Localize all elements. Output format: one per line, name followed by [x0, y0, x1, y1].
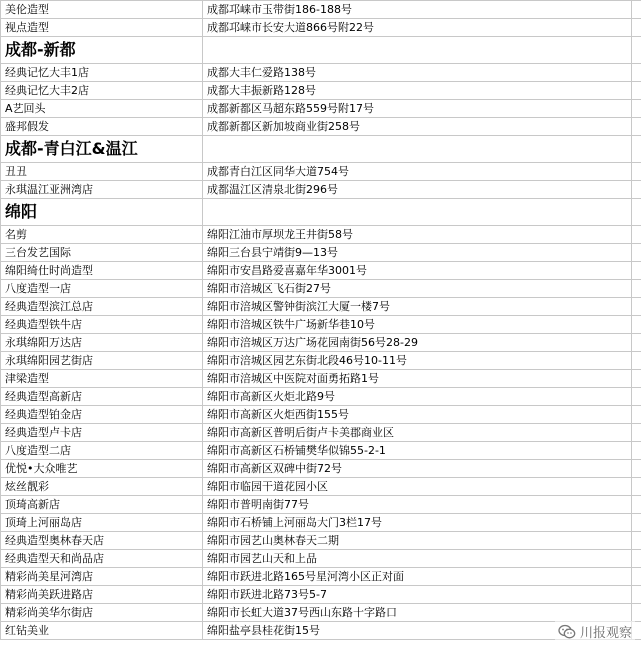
empty-cell: [632, 478, 641, 496]
table-row: [1, 532, 641, 550]
store-name-cell: 顶琦高新店: [1, 496, 203, 514]
store-address-cell: 绵阳市涪城区中医院对面勇拓路1号: [203, 370, 632, 388]
store-name-cell: 丑丑: [1, 163, 203, 181]
store-name-cell: A艺回头: [1, 100, 203, 118]
store-name-cell: 永琪温江亚洲湾店: [1, 181, 203, 199]
store-name-cell: 经典造型高新店: [1, 388, 203, 406]
table-row: [1, 622, 641, 640]
empty-cell: [632, 316, 641, 334]
empty-cell: [632, 226, 641, 244]
store-address-cell: 成都温江区清泉北街296号: [203, 181, 632, 199]
store-name-cell: 美伦造型: [1, 1, 203, 19]
store-name-cell: 经典记忆大丰2店: [1, 82, 203, 100]
empty-cell: [632, 388, 641, 406]
table-row: [1, 118, 641, 136]
store-name-cell: 优悦•大众唯艺: [1, 460, 203, 478]
store-address-cell: 绵阳市园艺山天和上品: [203, 550, 632, 568]
table-row: [1, 586, 641, 604]
store-address-cell: 成都大丰振新路128号: [203, 82, 632, 100]
store-name-cell: 精彩尚美华尔街店: [1, 604, 203, 622]
store-name-cell: 永琪绵阳园艺街店: [1, 352, 203, 370]
store-address-cell: 成都新都区新加坡商业街258号: [203, 118, 632, 136]
store-table-body: [1, 1, 641, 640]
store-address-cell: 成都新都区马超东路559号附17号: [203, 100, 632, 118]
table-row: [1, 181, 641, 199]
table-row: [1, 388, 641, 406]
table-row: [1, 280, 641, 298]
table-row: [1, 100, 641, 118]
store-name-cell: 八度造型一店: [1, 280, 203, 298]
table-row: [1, 514, 641, 532]
empty-cell: [632, 586, 641, 604]
region-heading: 成都-新都: [1, 37, 203, 64]
empty-cell: [632, 136, 641, 163]
store-name-cell: 经典造型天和尚品店: [1, 550, 203, 568]
store-name-cell: 名剪: [1, 226, 203, 244]
store-name-cell: 经典造型铁牛店: [1, 316, 203, 334]
empty-cell: [632, 244, 641, 262]
store-address-cell: 绵阳江油市厚坝龙王井街58号: [203, 226, 632, 244]
store-name-cell: 津梁造型: [1, 370, 203, 388]
empty-cell: [632, 37, 641, 64]
table-row: [1, 316, 641, 334]
table-row: [1, 19, 641, 37]
empty-cell: [632, 262, 641, 280]
empty-cell: [203, 136, 632, 163]
region-heading: 成都-青白江&温江: [1, 136, 203, 163]
empty-cell: [632, 352, 641, 370]
store-name-cell: 经典造型卢卡店: [1, 424, 203, 442]
store-address-cell: 绵阳三台县宁靖街9—13号: [203, 244, 632, 262]
store-address-cell: 绵阳市涪城区园艺东街北段46号10-11号: [203, 352, 632, 370]
table-row: [1, 352, 641, 370]
table-row: [1, 604, 641, 622]
store-name-cell: 视点造型: [1, 19, 203, 37]
empty-cell: [632, 199, 641, 226]
store-address-cell: 绵阳市普明南街77号: [203, 496, 632, 514]
table-row: [1, 226, 641, 244]
table-row: [1, 370, 641, 388]
store-address-cell: 成都邛崃市长安大道866号附22号: [203, 19, 632, 37]
empty-cell: [632, 82, 641, 100]
store-address-cell: 绵阳市高新区普明后街卢卡美郡商业区: [203, 424, 632, 442]
table-row: [1, 1, 641, 19]
store-address-cell: 成都大丰仁爱路138号: [203, 64, 632, 82]
store-address-cell: 绵阳市跃进北路73号5-7: [203, 586, 632, 604]
empty-cell: [632, 19, 641, 37]
empty-cell: [203, 199, 632, 226]
store-address-cell: 成都青白江区同华大道754号: [203, 163, 632, 181]
empty-cell: [632, 424, 641, 442]
empty-cell: [632, 181, 641, 199]
empty-cell: [632, 163, 641, 181]
store-name-cell: 盛邦假发: [1, 118, 203, 136]
store-name-cell: 八度造型二店: [1, 442, 203, 460]
store-address-cell: 绵阳市涪城区铁牛广场新华巷10号: [203, 316, 632, 334]
empty-cell: [632, 514, 641, 532]
region-heading-row: [1, 136, 641, 163]
empty-cell: [632, 64, 641, 82]
empty-cell: [632, 442, 641, 460]
empty-cell: [632, 568, 641, 586]
store-address-cell: 绵阳市高新区双碑中街72号: [203, 460, 632, 478]
store-address-cell: 绵阳市高新区火炬西街155号: [203, 406, 632, 424]
store-name-cell: 顶琦上河丽岛店: [1, 514, 203, 532]
empty-cell: [632, 496, 641, 514]
table-row: [1, 244, 641, 262]
store-address-cell: 绵阳市涪城区万达广场花园南街56号28-29: [203, 334, 632, 352]
table-row: [1, 550, 641, 568]
empty-cell: [632, 298, 641, 316]
empty-cell: [632, 604, 641, 622]
store-address-cell: 绵阳盐亭县桂花街15号: [203, 622, 632, 640]
region-heading: 绵阳: [1, 199, 203, 226]
empty-cell: [632, 406, 641, 424]
store-name-cell: 绵阳绮仕时尚造型: [1, 262, 203, 280]
table-row: [1, 568, 641, 586]
table-row: [1, 442, 641, 460]
table-row: [1, 82, 641, 100]
store-name-cell: 精彩尚美跃进路店: [1, 586, 203, 604]
table-row: [1, 163, 641, 181]
watermark: [555, 621, 635, 642]
store-name-cell: 炫丝靓彩: [1, 478, 203, 496]
empty-cell: [632, 1, 641, 19]
table-row: [1, 334, 641, 352]
table-row: [1, 262, 641, 280]
store-name-cell: 经典造型奥林春天店: [1, 532, 203, 550]
store-address-cell: 绵阳市石桥铺上河丽岛大门3栏17号: [203, 514, 632, 532]
region-heading-row: [1, 37, 641, 64]
empty-cell: [632, 280, 641, 298]
empty-cell: [632, 118, 641, 136]
table-row: [1, 64, 641, 82]
store-address-cell: 绵阳市高新区火炬北路9号: [203, 388, 632, 406]
store-address-cell: 绵阳市园艺山奥林春天二期: [203, 532, 632, 550]
table-row: [1, 424, 641, 442]
store-address-cell: 绵阳市高新区石桥铺樊华似锦55-2-1: [203, 442, 632, 460]
table-row: [1, 298, 641, 316]
table-row: [1, 478, 641, 496]
store-name-cell: 红钻美业: [1, 622, 203, 640]
empty-cell: [632, 460, 641, 478]
store-address-cell: 绵阳市临园干道花园小区: [203, 478, 632, 496]
empty-cell: [632, 100, 641, 118]
store-name-cell: 经典造型铂金店: [1, 406, 203, 424]
table-row: [1, 460, 641, 478]
store-address-cell: 绵阳市涪城区警钟街滨江大厦一楼7号: [203, 298, 632, 316]
store-name-cell: 经典造型滨江总店: [1, 298, 203, 316]
store-address-cell: 绵阳市跃进北路165号星河湾小区正对面: [203, 568, 632, 586]
table-row: [1, 406, 641, 424]
table-row: [1, 496, 641, 514]
region-heading-row: [1, 199, 641, 226]
store-name-cell: 经典记忆大丰1店: [1, 64, 203, 82]
empty-cell: [632, 334, 641, 352]
store-name-cell: 三台发艺国际: [1, 244, 203, 262]
store-name-cell: 永琪绵阳万达店: [1, 334, 203, 352]
empty-cell: [632, 532, 641, 550]
empty-cell: [632, 370, 641, 388]
wechat-logo-icon: [558, 624, 576, 640]
empty-cell: [203, 37, 632, 64]
empty-cell: [632, 550, 641, 568]
watermark-text: 川报观察: [579, 626, 632, 641]
store-address-cell: 成都邛崃市玉带街186-188号: [203, 1, 632, 19]
store-name-cell: 精彩尚美星河湾店: [1, 568, 203, 586]
store-address-cell: 绵阳市安昌路爱喜嘉年华3001号: [203, 262, 632, 280]
store-address-cell: 绵阳市涪城区飞石街27号: [203, 280, 632, 298]
store-address-cell: 绵阳市长虹大道37号西山东路十字路口: [203, 604, 632, 622]
